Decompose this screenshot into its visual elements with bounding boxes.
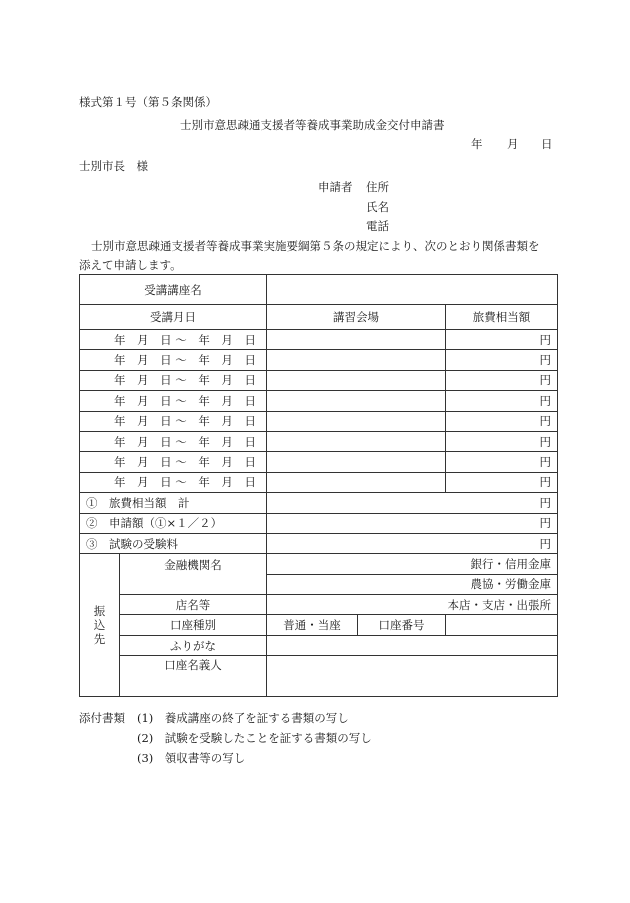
date-part: 月 — [137, 373, 149, 388]
date-part: 年 — [198, 475, 210, 490]
date-part: 日 ～ — [160, 353, 187, 368]
transfer-side-label: 振 込 先 — [80, 554, 120, 697]
apply-amount-label: ② 申請額（①×１／２） — [80, 513, 267, 533]
travel-amount-cell[interactable]: 円 — [446, 350, 558, 370]
attachments-label: 添付書類 — [79, 711, 125, 725]
date-part: 日 — [244, 393, 256, 408]
date-part: 日 — [244, 332, 256, 347]
date-part: 年 — [198, 332, 210, 347]
travel-amount-cell[interactable]: 円 — [446, 391, 558, 411]
furigana-field[interactable] — [267, 635, 558, 655]
venue-cell[interactable] — [267, 350, 446, 370]
date-part: 日 ～ — [160, 393, 187, 408]
date-part: 年 — [198, 414, 210, 429]
date-range-cell[interactable] — [80, 411, 267, 431]
date-part: 日 ～ — [160, 332, 187, 347]
bank-type-2[interactable]: 農協・労働金庫 — [267, 574, 558, 594]
total-label: ① 旅費相当額 計 — [80, 493, 267, 513]
date-part: 月 — [221, 414, 233, 429]
date-part: 月 — [137, 353, 149, 368]
table-row — [80, 472, 558, 492]
col-venue-header: 講習会場 — [267, 305, 446, 330]
travel-amount-cell[interactable]: 円 — [446, 411, 558, 431]
travel-amount-cell[interactable]: 円 — [446, 452, 558, 472]
branch-label: 店名等 — [120, 595, 267, 615]
date-range-cell[interactable] — [80, 370, 267, 390]
col-travel-header: 旅費相当額 — [446, 305, 558, 330]
venue-cell[interactable] — [267, 330, 446, 350]
intro-text-line1: 士別市意思疎通支援者等養成事業実施要綱第５条の規定により、次のとおり関係書類を — [91, 239, 540, 253]
table-row — [80, 452, 558, 472]
furigana-label: ふりがな — [120, 635, 267, 655]
date-range-cell[interactable] — [80, 350, 267, 370]
attachment-item: (1) 養成講座の終了を証する書類の写し — [137, 711, 349, 725]
table-row — [80, 431, 558, 451]
date-part: 年 — [198, 434, 210, 449]
table-row — [80, 330, 558, 350]
date-part: 日 ～ — [160, 475, 187, 490]
date-part: 日 ～ — [160, 373, 187, 388]
account-number-field[interactable] — [446, 615, 558, 635]
date-part: 年 — [198, 455, 210, 470]
date-part: 月 — [137, 475, 149, 490]
date-part: 年 — [114, 434, 126, 449]
attachment-item: (2) 試験を受験したことを証する書類の写し — [137, 731, 372, 745]
addressee: 士別市長 様 — [79, 159, 148, 173]
table-row — [80, 411, 558, 431]
travel-amount-cell[interactable]: 円 — [446, 431, 558, 451]
venue-cell[interactable] — [267, 411, 446, 431]
date-part: 年 — [114, 353, 126, 368]
account-number-label: 口座番号 — [358, 615, 446, 635]
venue-cell[interactable] — [267, 452, 446, 472]
date-part: 日 — [244, 353, 256, 368]
table-row — [80, 350, 558, 370]
exam-fee-label: ③ 試験の受験料 — [80, 533, 267, 553]
date-part: 年 — [114, 373, 126, 388]
total-yen[interactable]: 円 — [267, 493, 558, 513]
date-part: 日 — [244, 475, 256, 490]
date-year: 年 — [471, 137, 483, 151]
bank-type-1[interactable]: 銀行・信用金庫 — [267, 554, 558, 574]
date-part: 年 — [198, 373, 210, 388]
holder-field[interactable] — [267, 656, 558, 697]
date-part: 月 — [221, 332, 233, 347]
date-part: 日 — [244, 455, 256, 470]
applicant-label: 申請者 — [318, 180, 353, 194]
form-number: 様式第１号（第５条関係） — [79, 95, 217, 109]
date-range-cell[interactable] — [80, 330, 267, 350]
course-name-label: 受講講座名 — [80, 275, 267, 305]
travel-amount-cell[interactable]: 円 — [446, 330, 558, 350]
col-date-header: 受講月日 — [80, 305, 267, 330]
date-part: 月 — [221, 455, 233, 470]
branch-types[interactable]: 本店・支店・出張所 — [267, 595, 558, 615]
application-table — [79, 274, 558, 697]
date-range-cell[interactable] — [80, 391, 267, 411]
applicant-name-label: 氏名 — [366, 200, 389, 214]
travel-amount-cell[interactable]: 円 — [446, 370, 558, 390]
date-part: 月 — [137, 414, 149, 429]
date-range-cell[interactable] — [80, 452, 267, 472]
venue-cell[interactable] — [267, 391, 446, 411]
date-range-cell[interactable] — [80, 472, 267, 492]
date-part: 日 — [244, 434, 256, 449]
date-part: 年 — [114, 455, 126, 470]
venue-cell[interactable] — [267, 472, 446, 492]
date-part: 月 — [137, 455, 149, 470]
bank-name-label: 金融機関名 — [120, 554, 267, 595]
date-part: 年 — [114, 332, 126, 347]
travel-amount-cell[interactable]: 円 — [446, 472, 558, 492]
venue-cell[interactable] — [267, 370, 446, 390]
date-part: 月 — [137, 393, 149, 408]
date-part: 年 — [114, 414, 126, 429]
intro-text-line2: 添えて申請します。 — [79, 258, 182, 272]
account-type-value[interactable]: 普通・当座 — [267, 615, 358, 635]
date-month: 月 — [507, 137, 519, 151]
attachment-item: (3) 領収書等の写し — [137, 751, 246, 765]
course-name-field[interactable] — [267, 275, 558, 305]
table-row — [80, 391, 558, 411]
date-part: 月 — [221, 434, 233, 449]
date-part: 日 — [244, 373, 256, 388]
date-range-cell[interactable] — [80, 431, 267, 451]
date-part: 月 — [221, 475, 233, 490]
account-type-label: 口座種別 — [120, 615, 267, 635]
exam-fee-yen[interactable]: 円 — [267, 533, 558, 553]
date-part: 月 — [137, 332, 149, 347]
date-part: 年 — [198, 353, 210, 368]
date-day: 日 — [541, 137, 553, 151]
applicant-address-label: 住所 — [366, 180, 389, 194]
date-part: 日 — [244, 414, 256, 429]
date-part: 年 — [114, 393, 126, 408]
date-part: 日 ～ — [160, 434, 187, 449]
date-part: 日 ～ — [160, 455, 187, 470]
date-part: 年 — [114, 475, 126, 490]
page-title: 士別市意思疎通支援者等養成事業助成金交付申請書 — [180, 118, 445, 132]
table-row — [80, 370, 558, 390]
date-part: 月 — [221, 393, 233, 408]
holder-label: 口座名義人 — [120, 656, 267, 697]
date-part: 年 — [198, 393, 210, 408]
apply-amount-yen[interactable]: 円 — [267, 513, 558, 533]
date-part: 月 — [221, 353, 233, 368]
date-part: 日 ～ — [160, 414, 187, 429]
venue-cell[interactable] — [267, 431, 446, 451]
date-part: 月 — [221, 373, 233, 388]
date-part: 月 — [137, 434, 149, 449]
applicant-phone-label: 電話 — [366, 219, 389, 233]
